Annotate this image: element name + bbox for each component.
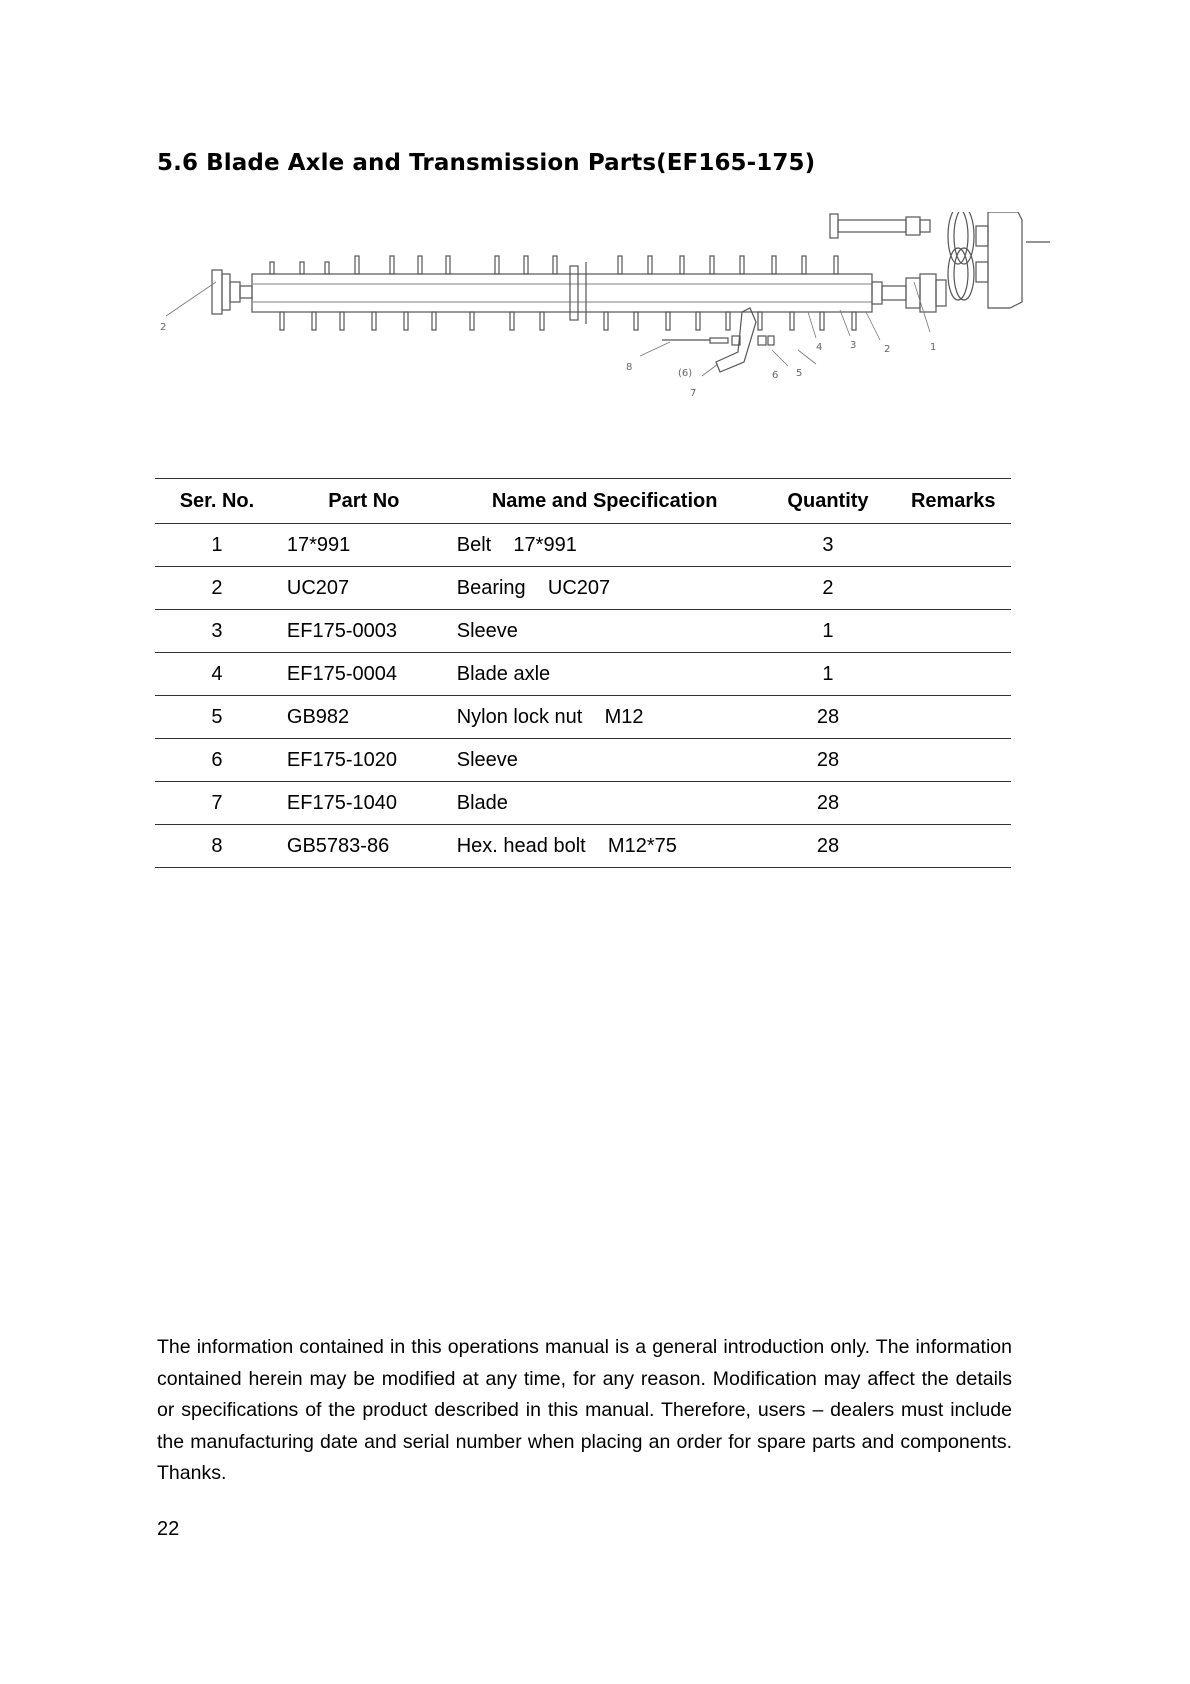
table-row (155, 739, 1011, 782)
belt-drawing (948, 212, 974, 300)
cell-ser-no: 5 (155, 696, 279, 739)
cell-remarks (895, 696, 1011, 739)
cell-quantity: 1 (761, 610, 896, 653)
cell-quantity: 1 (761, 653, 896, 696)
header-ser-no: Ser. No. (155, 479, 279, 524)
callout-sleeve-small: 6 (772, 370, 779, 381)
cell-part-no: GB5783-86 (279, 825, 449, 868)
table-row (155, 524, 1011, 567)
leader-lines (166, 282, 930, 376)
table-row (155, 610, 1011, 653)
callout-bearing: 2 (884, 344, 891, 355)
cell-ser-no: 2 (155, 567, 279, 610)
cell-quantity: 28 (761, 782, 896, 825)
cell-name-spec: Sleeve (449, 739, 761, 782)
cell-quantity: 28 (761, 739, 896, 782)
section-title: 5.6 Blade Axle and Transmission Parts(EF165-175) (157, 150, 816, 176)
callout-blade: 7 (690, 388, 697, 399)
callout-blade-axle: 4 (816, 342, 823, 353)
header-quantity: Quantity (761, 479, 896, 524)
cell-part-no: EF175-1020 (279, 739, 449, 782)
cell-name-spec: Nylon lock nut M12 (449, 696, 761, 739)
blade-lugs-top (270, 256, 838, 274)
callout-bolt: 8 (626, 362, 633, 373)
cell-name-spec: Blade axle (449, 653, 761, 696)
left-bearing-drawing (212, 270, 252, 314)
cell-ser-no: 4 (155, 653, 279, 696)
cell-remarks (895, 610, 1011, 653)
cell-part-no: 17*991 (279, 524, 449, 567)
table-header-row (155, 479, 1011, 524)
cell-name-spec: Blade (449, 782, 761, 825)
table-row (155, 567, 1011, 610)
cell-quantity: 3 (761, 524, 896, 567)
table-row (155, 782, 1011, 825)
header-part-no: Part No (279, 479, 449, 524)
cell-quantity: 2 (761, 567, 896, 610)
cell-part-no: EF175-0003 (279, 610, 449, 653)
disclaimer-paragraph: The information contained in this operations manual is a general introduction only. The information contained herein may be modified at any time, for any reason. Modification may affect the details or specifications of the product described in this manual. Therefore, users – dealers must include the manufacturing date and serial number when placing an order for spare parts and components. Thanks. (157, 1336, 1012, 1484)
cell-name-spec: Belt 17*991 (449, 524, 761, 567)
cell-remarks (895, 739, 1011, 782)
callout-sleeve: 3 (850, 340, 857, 351)
cell-ser-no: 7 (155, 782, 279, 825)
cell-quantity: 28 (761, 825, 896, 868)
right-hub-drawing (872, 274, 946, 312)
cell-part-no: UC207 (279, 567, 449, 610)
cell-name-spec: Bearing UC207 (449, 567, 761, 610)
cell-name-spec: Sleeve (449, 610, 761, 653)
header-remarks: Remarks (895, 479, 1011, 524)
cell-part-no: EF175-0004 (279, 653, 449, 696)
cell-remarks (895, 524, 1011, 567)
table-row (155, 825, 1011, 868)
callout-nut: 5 (796, 368, 803, 379)
cell-ser-no: 3 (155, 610, 279, 653)
cell-name-spec: Hex. head bolt M12*75 (449, 825, 761, 868)
cell-remarks (895, 782, 1011, 825)
cell-remarks (895, 825, 1011, 868)
fastener-drawing (662, 308, 774, 372)
table-row (155, 696, 1011, 739)
callout-left-bearing: 2 (160, 322, 167, 333)
upper-shaft-drawing (830, 214, 930, 238)
shaft-tube-drawing (252, 262, 872, 324)
cell-ser-no: 6 (155, 739, 279, 782)
cell-quantity: 28 (761, 696, 896, 739)
callout-belt: 1 (930, 342, 937, 353)
cell-part-no: GB982 (279, 696, 449, 739)
callout-sleeve-paren: (6) (678, 368, 693, 379)
header-name-spec: Name and Specification (449, 479, 761, 524)
cell-remarks (895, 653, 1011, 696)
cell-remarks (895, 567, 1011, 610)
exploded-parts-diagram (150, 212, 1050, 442)
cell-ser-no: 1 (155, 524, 279, 567)
pulley-housing-drawing (976, 212, 1050, 308)
page-number: 22 (157, 1518, 180, 1540)
blade-axle-drawing (150, 212, 1050, 442)
cell-part-no: EF175-1040 (279, 782, 449, 825)
cell-ser-no: 8 (155, 825, 279, 868)
table-row (155, 653, 1011, 696)
blade-lugs-bottom (280, 312, 856, 330)
parts-table (155, 478, 1011, 868)
